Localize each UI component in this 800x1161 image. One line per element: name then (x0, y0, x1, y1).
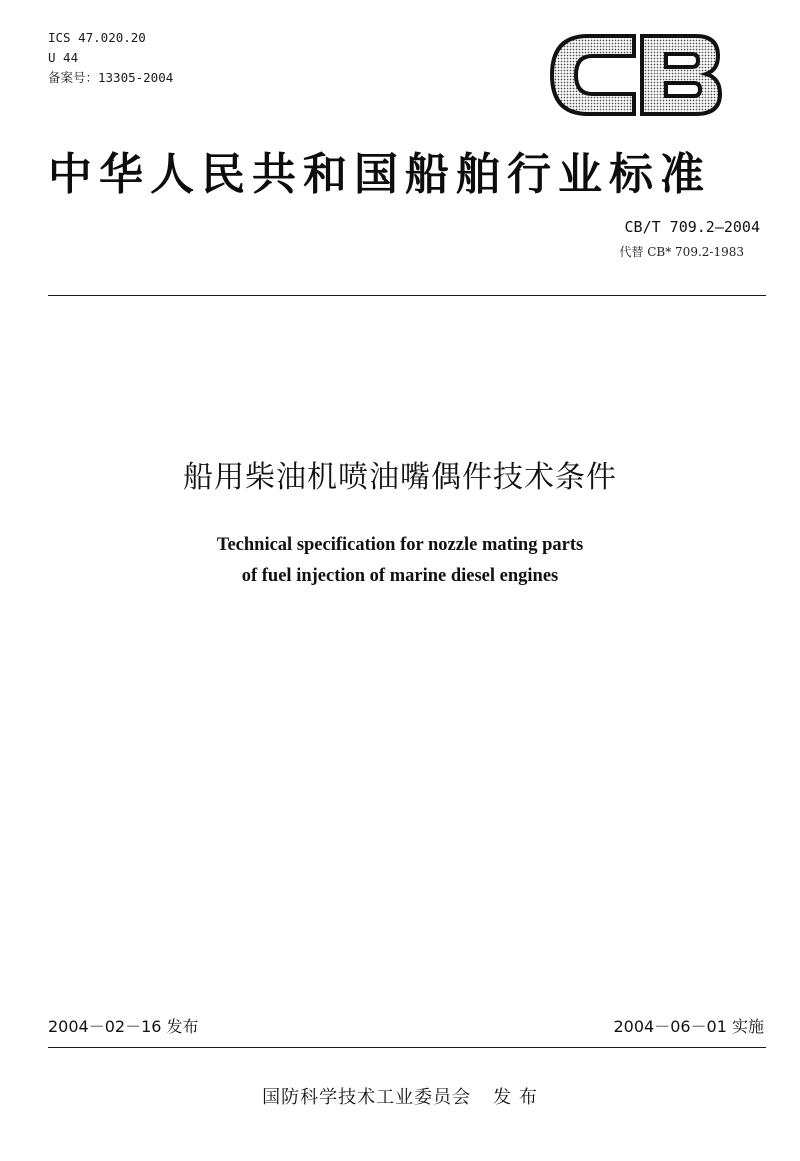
standard-code: CB/T 709.2—2004 (624, 218, 760, 236)
implement-date: 2004－06－01 实施 (613, 1017, 764, 1036)
bottom-divider (48, 1047, 766, 1048)
record-number: 备案号：13305-2004 (48, 70, 174, 85)
document-title-en-line2: of fuel injection of marine diesel engines (241, 566, 559, 586)
top-divider (48, 295, 766, 296)
publisher-line (0, 1083, 800, 1109)
publisher-name: 国防科学技术工业委员会 (262, 1087, 472, 1108)
document-title-cn: 船用柴油机喷油嘴偶件技术条件 (183, 460, 617, 495)
replaces-standard: 代替 CB* 709.2-1983 (619, 245, 744, 259)
publish-word: 发 布 (493, 1087, 538, 1108)
page-title: 中华人民共和国船舶行业标准 (48, 149, 711, 200)
document-title-en-line1: Technical specification for nozzle mating parts (216, 535, 584, 555)
issue-date: 2004－02－16 发布 (48, 1017, 199, 1036)
ics-code: ICS 47.020.20 (48, 30, 146, 45)
cb-logo (548, 30, 724, 120)
classification-code: U 44 (48, 50, 79, 65)
header-meta (48, 28, 173, 88)
